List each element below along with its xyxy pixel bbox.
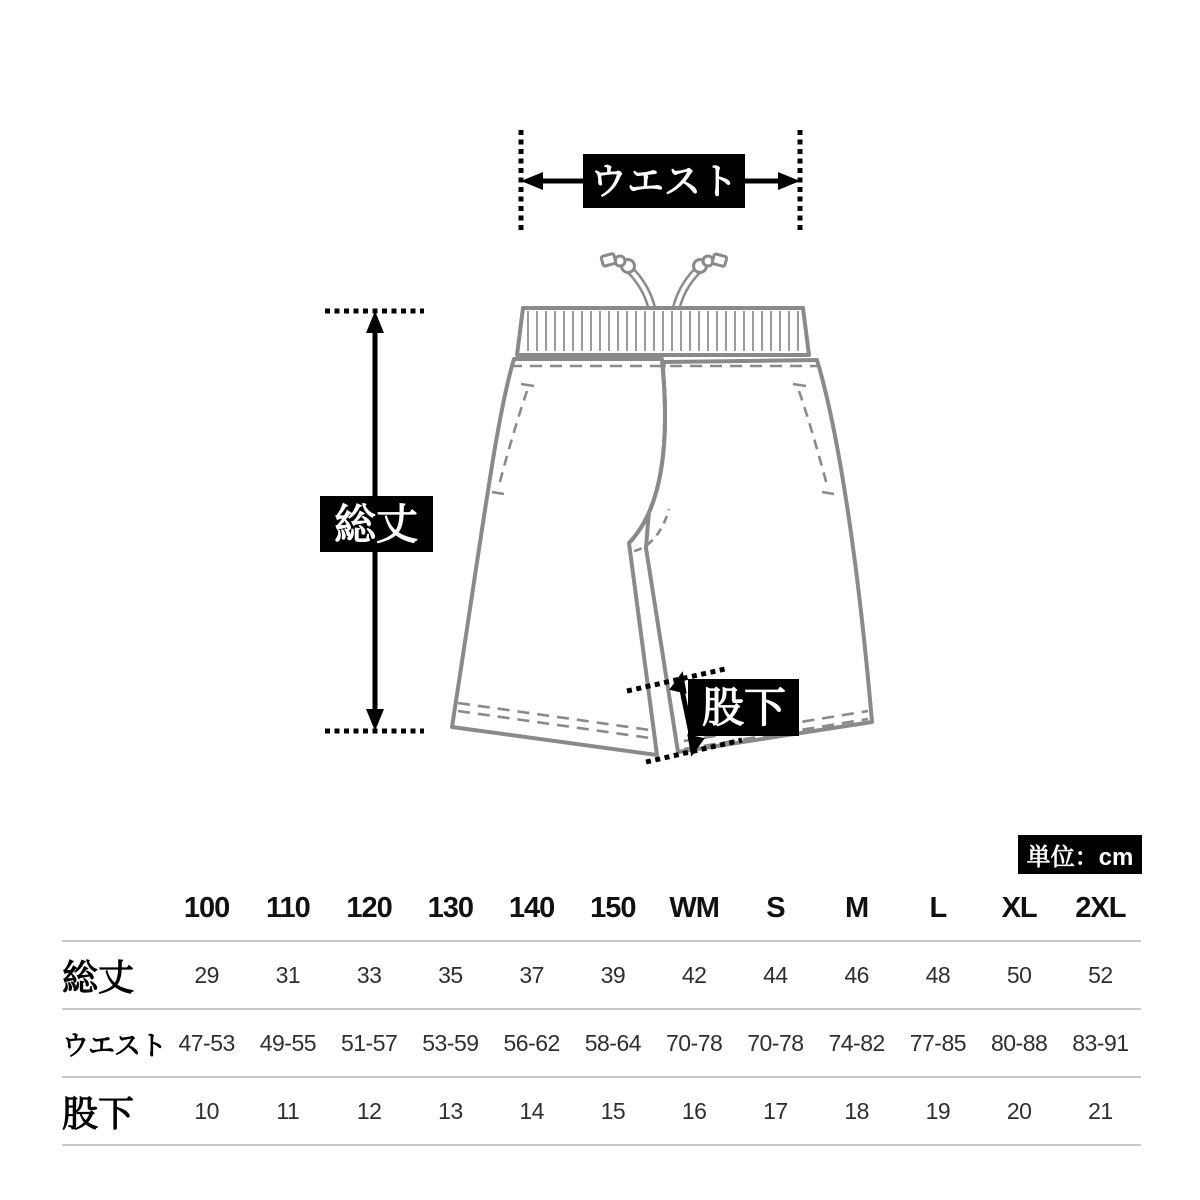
header-cell: M: [845, 891, 869, 924]
shorts-left-leg: [452, 359, 665, 755]
header-cell: 150: [590, 891, 636, 924]
waist-arrow-right-head: [778, 172, 800, 190]
waist-arrow-left-head: [521, 172, 543, 190]
value-cell: 58-64: [584, 1029, 642, 1056]
value-cell: 70-78: [747, 1029, 804, 1056]
header-cell: 110: [265, 891, 310, 924]
value-cell: 48: [925, 961, 951, 988]
table-row-waist: [62, 1010, 1141, 1078]
header-cell: 100: [183, 891, 230, 924]
header-cell: 2XL: [1075, 891, 1126, 924]
value-cell: 13: [438, 1097, 463, 1124]
value-cell: 11: [276, 1097, 300, 1124]
value-cell: 14: [519, 1097, 544, 1124]
header-cell: 120: [346, 891, 392, 924]
value-cell: 49-55: [259, 1029, 317, 1056]
header-cell: 130: [427, 891, 474, 924]
shorts-outline: [452, 253, 872, 755]
total-length-dimension: [320, 311, 433, 731]
value-cell: 53-59: [422, 1029, 479, 1056]
total-length-label: 総丈: [333, 501, 419, 548]
header-cell: WM: [669, 891, 719, 924]
row-label: 総丈: [62, 956, 135, 998]
value-cell: 16: [681, 1097, 707, 1124]
value-cell: 42: [681, 961, 707, 988]
value-cell: 80-88: [990, 1029, 1048, 1056]
inseam-label: 股下: [701, 684, 787, 731]
header-cell: L: [929, 891, 947, 924]
value-cell: 77-85: [909, 1029, 967, 1056]
table-row-total-length: [62, 942, 1141, 1010]
value-cell: 19: [925, 1097, 951, 1124]
value-cell: 83-91: [1072, 1029, 1129, 1056]
value-cell: 21: [1088, 1097, 1113, 1124]
value-cell: 18: [844, 1097, 869, 1124]
waist-label: ウエスト: [590, 161, 738, 202]
row-label: 股下: [62, 1092, 135, 1134]
value-cell: 12: [356, 1097, 382, 1124]
value-cell: 31: [275, 961, 301, 988]
size-table-header-row: [62, 876, 1141, 942]
total-length-arrow-head-top: [366, 311, 384, 333]
header-cell: S: [766, 891, 785, 924]
drawstring-left: [601, 253, 653, 314]
value-cell: 50: [1006, 961, 1032, 988]
header-cell: 140: [508, 891, 555, 924]
unit-badge: 単位：cm: [1018, 835, 1142, 874]
value-cell: 37: [519, 961, 544, 988]
value-cell: 44: [763, 961, 788, 988]
header-cell: XL: [1001, 891, 1037, 924]
size-table: [62, 876, 1141, 1146]
value-cell: 29: [194, 961, 219, 988]
value-cell: 33: [356, 961, 382, 988]
value-cell: 52: [1088, 961, 1113, 988]
value-cell: 39: [600, 961, 626, 988]
value-cell: 46: [844, 961, 869, 988]
value-cell: 74-82: [828, 1029, 885, 1056]
value-cell: 15: [600, 1097, 626, 1124]
drawstring-right: [675, 254, 727, 314]
value-cell: 51-57: [340, 1029, 398, 1056]
value-cell: 20: [1006, 1097, 1032, 1124]
value-cell: 17: [763, 1097, 788, 1124]
value-cell: 35: [438, 961, 463, 988]
value-cell: 10: [194, 1097, 219, 1124]
value-cell: 70-78: [665, 1029, 723, 1056]
value-cell: 56-62: [503, 1029, 560, 1056]
total-length-arrow-head-bottom: [366, 709, 384, 731]
row-label: ウエスト: [62, 1030, 166, 1061]
waist-dimension: [521, 130, 800, 231]
table-row-inseam: [62, 1078, 1141, 1146]
value-cell: 47-53: [178, 1029, 235, 1056]
